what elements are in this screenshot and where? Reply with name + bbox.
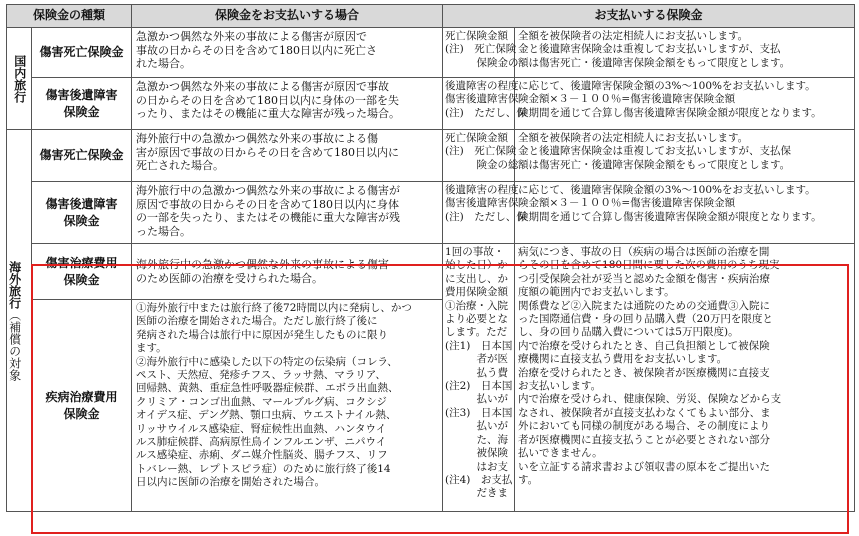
type-overseas-injury-medical: 傷害治療費用 保険金 <box>32 244 132 300</box>
type-domestic-death: 傷害死亡保険金 <box>32 28 132 78</box>
payout-right-medical: 病気につき、事故の日（疾病の場合は医師の治療を開 らその日を含めて180日間に要した次の費用のうち現実 つ引受保険会社が妥当と認めた金額を傷害・疾病治療 度額の範囲内でお支払いします。 関係費など②入院または通院のための交通費③入院に った国際通信費・身の回り品購入費（20万円を限度と し、身の回り品購入費については5万円限度)。 内で治療を受けられたとき、自己負担額として被保険 療機関に直接支払う費用をお支払いします。 治療を受けられたとき、被保険者が医療機関に直接支 お支払いします。 内で治療を受けられ、健康保険、労災、保険などから支 なされ、被保険者が直接支払わなくてもよい部分、ま 外においても同様の制度がある場合、その制度により 者が医療機関に直接支払うことが必要とされない部分 払いできません。 いを立証する請求書および領収書の原本をご提出いた す。 <box>515 244 855 512</box>
type-overseas-death: 傷害死亡保険金 <box>32 130 132 182</box>
type-overseas-disability: 傷害後遺障害 保険金 <box>32 182 132 244</box>
header-payout: お支払いする保険金 <box>443 5 855 28</box>
condition-overseas-disability: 海外旅行中の急激かつ偶然な外来の事故による傷害が 原因で事故の日からその日を含めて180日以内に身体 の一部を失ったり、またはその機能に重大な障害が残 った場合。 <box>132 182 443 244</box>
category-overseas: 海外旅行（補償の対象 <box>7 130 32 512</box>
condition-overseas-injury-medical: 海外旅行中の急激かつ偶然な外来の事故による傷害 のため医師の治療を受けられた場合。 <box>132 244 443 300</box>
condition-domestic-disability: 急激かつ偶然な外来の事故による傷害が原因で事故 の日からその日を含めて180日以内に身体の一部を失 ったり、またはその機能に重大な障害が残った場合。 <box>132 78 443 130</box>
payout-left-domestic-death: 死亡保険金額 (注) 死亡保険 保険金の <box>443 28 515 78</box>
category-domestic: 国内旅行 <box>7 28 32 130</box>
condition-domestic-death: 急激かつ偶然な外来の事故による傷害が原因で 事故の日からその日を含めて180日以内に死亡さ れた場合。 <box>132 28 443 78</box>
type-overseas-illness-medical: 疾病治療費用 保険金 <box>32 300 132 512</box>
coverage-table <box>6 4 855 512</box>
payout-right-overseas-disability: に応じて、後遺障害保険金額の3%～100%をお支払いします。 険金額×３－１００％=傷害後遺障害保険金額 険期間を通じて合算し傷害後遺障害保険金額が限度となります。 <box>515 182 855 244</box>
header-condition: 保険金をお支払いする場合 <box>132 5 443 28</box>
payout-left-overseas-death: 死亡保険金額 (注) 死亡保険 険金の総 <box>443 130 515 182</box>
header-type: 保険金の種類 <box>7 5 132 28</box>
payout-left-overseas-disability: 後遺障害の程度 傷害後遺障害保 (注) ただし、保 <box>443 182 515 244</box>
condition-overseas-death: 海外旅行中の急激かつ偶然な外来の事故による傷 害が原因で事故の日からその日を含めて180日以内に 死亡された場合。 <box>132 130 443 182</box>
payout-right-domestic-death: 全額を被保険者の法定相続人にお支払いします。 金と後遺障害保険金は重複してお支払いしますが、支払 額は傷害死亡・後遺障害保険金額をもって限度とします。 <box>515 28 855 78</box>
payout-right-overseas-death: 全額を被保険者の法定相続人にお支払いします。 金と後遺障害保険金は重複してお支払いしますが、支払保 額は傷害死亡・後遺障害保険金額をもって限度とします。 <box>515 130 855 182</box>
payout-right-domestic-disability: に応じて、後遺障害保険金額の3%～100%をお支払いします。 険金額×３－１００％=傷害後遺障害保険金額 険期間を通じて合算し傷害後遺障害保険金額が限度となります。 <box>515 78 855 130</box>
payout-left-medical: 1回の事故・ 始した日）か に支出し、か 費用保険金額 ①治療・入院 より必要とな します。ただ (注1) 日本国 者が医 払う費 (注2) 日本国 払いが (注3) 日本国 払いが た、海 被保険 はお支 (注4) お支払 だきま <box>443 244 515 512</box>
payout-left-domestic-disability: 後遺障害の程度 傷害後遺障害保 (注) ただし、保 <box>443 78 515 130</box>
condition-overseas-illness-medical: ①海外旅行中または旅行終了後72時間以内に発病し、かつ 医師の治療を開始された場合。ただし旅行終了後に 発病された場合は旅行中に原因が発生したものに限り ます。 ②海外旅行中に感染した以下の特定の伝染病（コレラ、 ペスト、天然痘、発疹チフス、ラッサ熱、マラリア、 回帰熱、黄熱、重症急性呼吸器症候群、エボラ出血熱、 クリミア・コンゴ出血熱、マールブルグ病、コクシジ オイデス症、デング熱、顎口虫病、ウエストナイル熱、 リッサウイルス感染症、腎症候性出血熱、ハンタウイ ルス肺症候群、高病原性鳥インフルエンザ、ニパウイ ルス感染症、赤痢、ダニ媒介性脳炎、腸チフス、リフ トバレー熱、レプトスピラ症）のために旅行終了後14 日以内に医師の治療を開始された場合。 <box>132 300 443 512</box>
type-domestic-disability: 傷害後遺障害 保険金 <box>32 78 132 130</box>
